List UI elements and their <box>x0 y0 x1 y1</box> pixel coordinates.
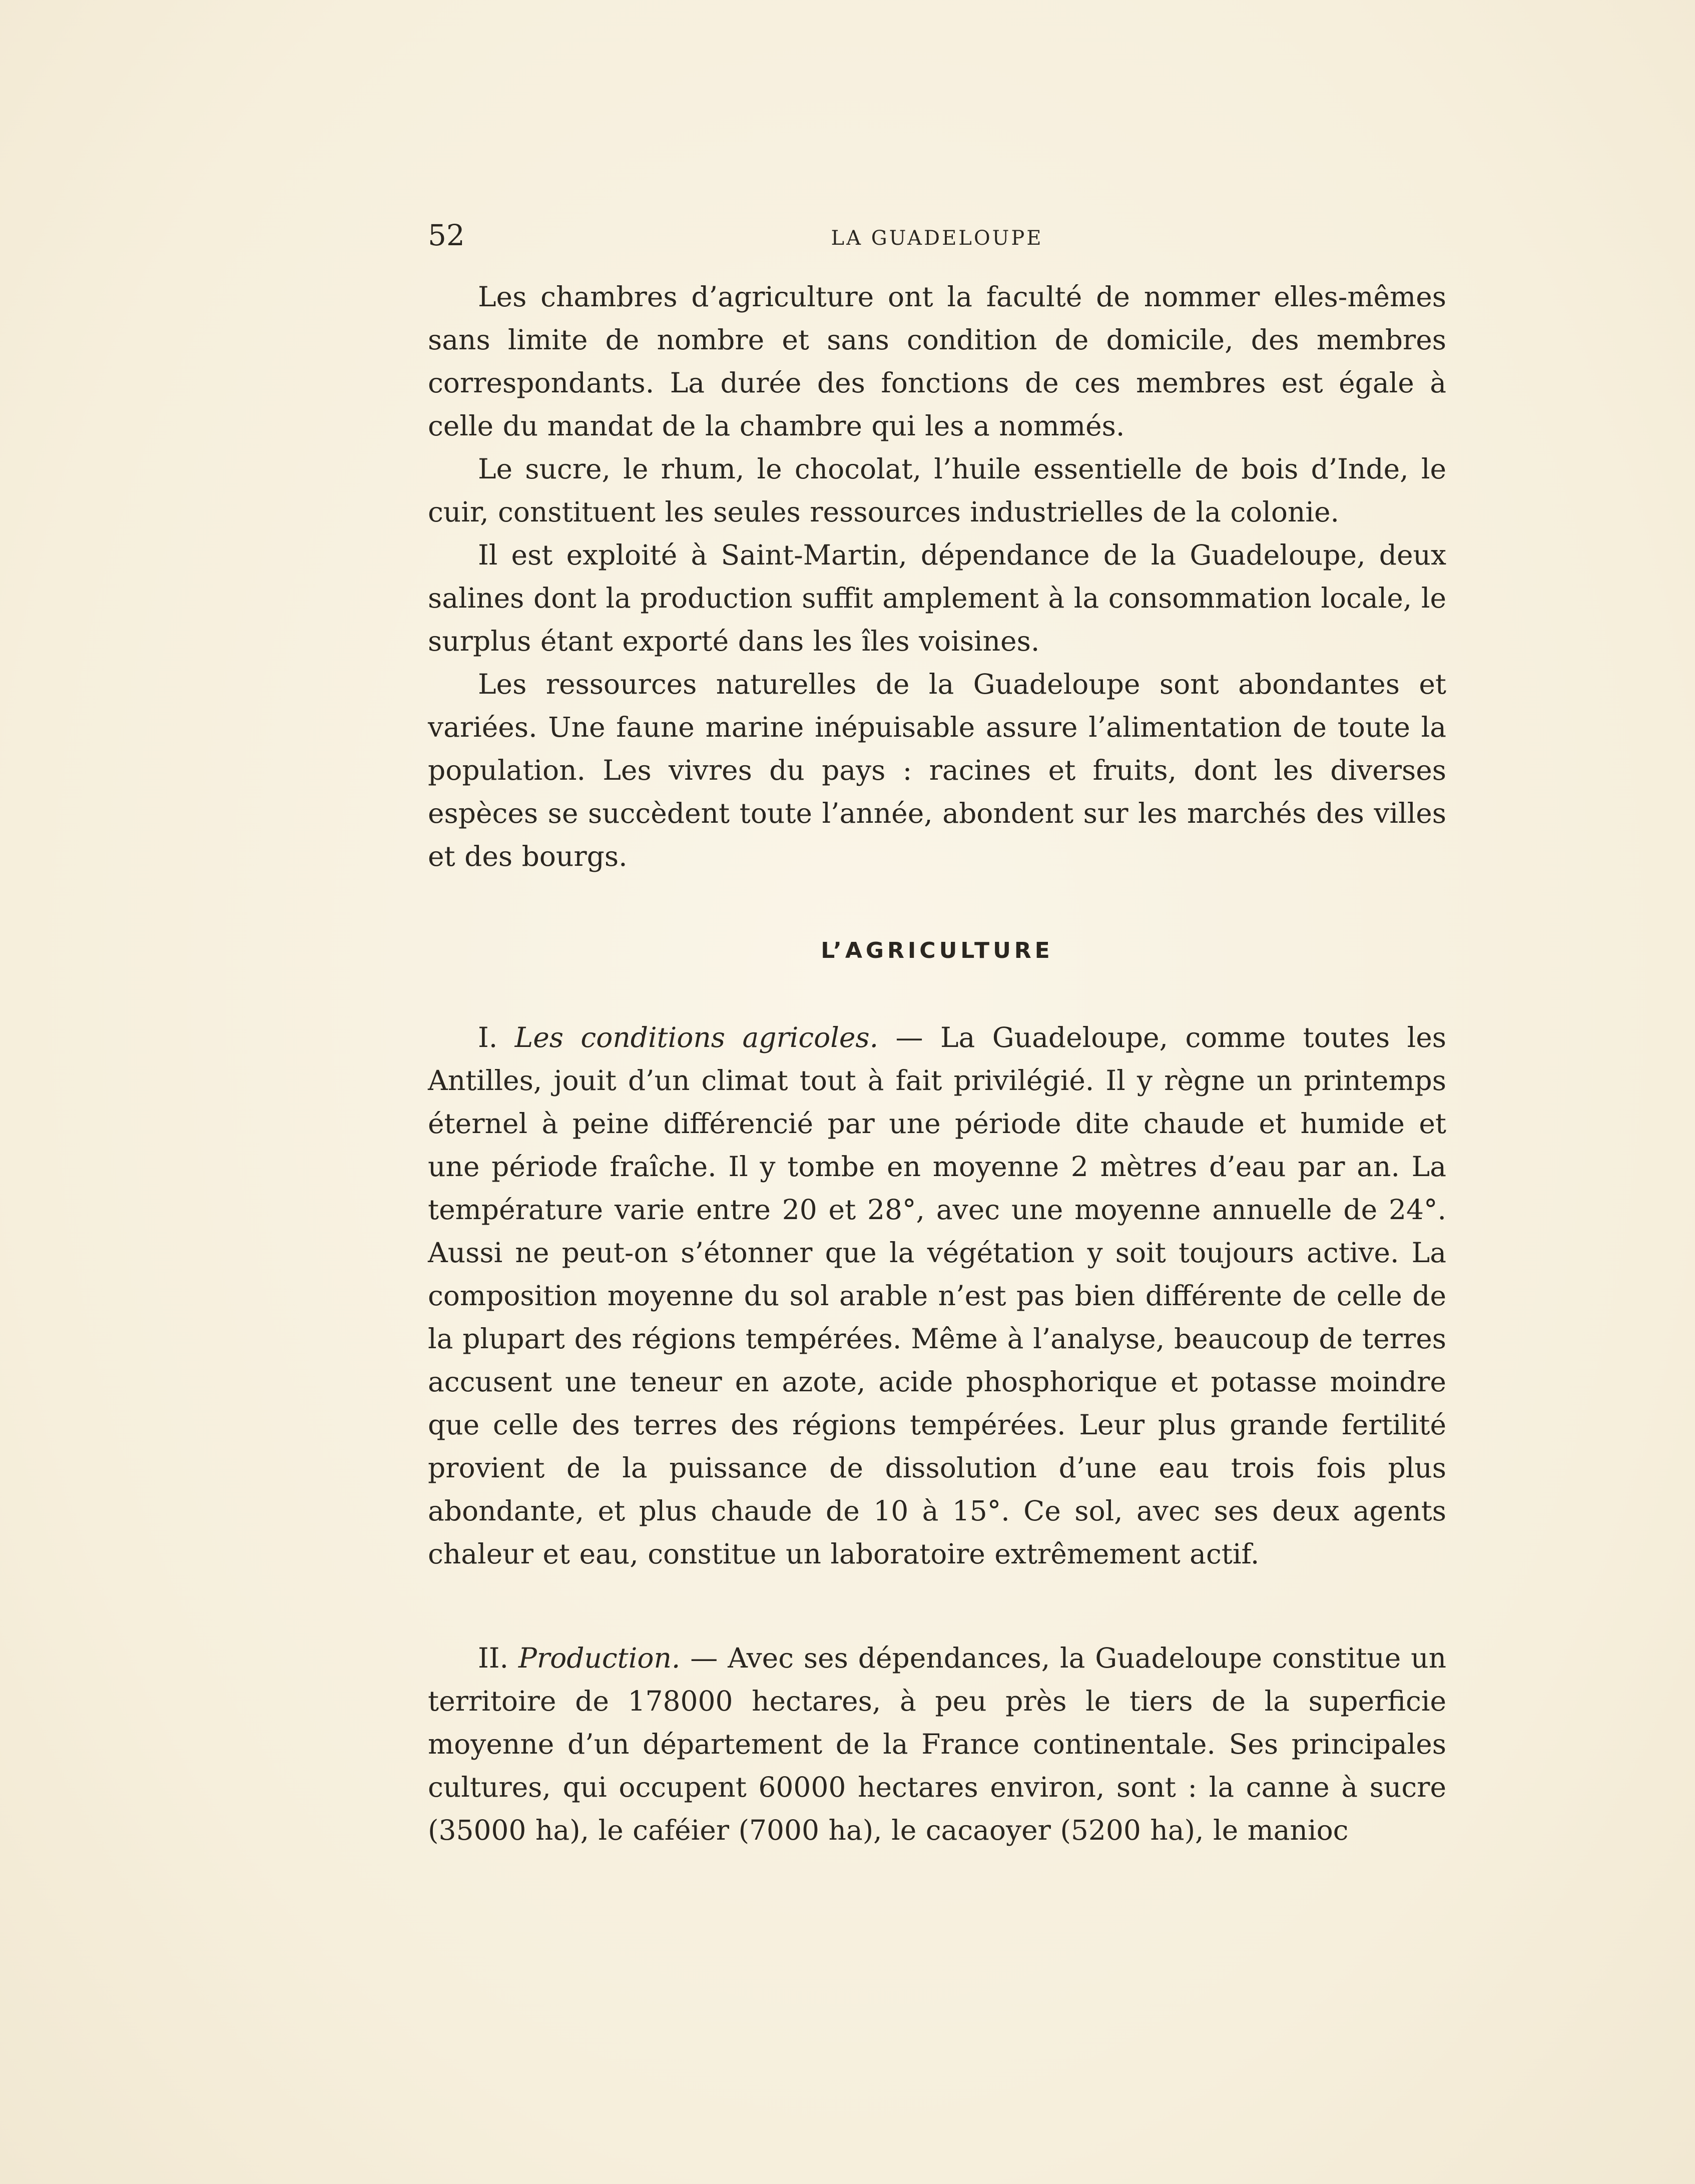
intro-text-block <box>428 275 1446 878</box>
running-header <box>428 215 1446 255</box>
running-title: LA GUADELOUPE <box>831 227 1043 250</box>
paragraph-ressources-naturelles: Les ressources naturelles de la Guadeloupe sont abondantes et variées. Une faune marine inépuisable assure l’alimentation de toute la population. Les vivres du pays : racines et fruits, dont les diverses espèces se succèdent toute l’année, abondent sur les marchés des villes et des bourgs. <box>428 668 1446 872</box>
paragraph-conditions-agricoles <box>428 1016 1446 1575</box>
paragraph-ressources-industrielles: Le sucre, le rhum, le chocolat, l’huile essentielle de bois d’Inde, le cuir, constituent les seules ressources industrielles de la colonie. <box>428 453 1446 528</box>
subsection-conditions-agricoles <box>428 1016 1446 1575</box>
subsection-title: Les conditions agricoles. <box>514 1021 879 1053</box>
subsection-number: I. <box>478 1021 498 1053</box>
paragraph-chambres: Les chambres d’agriculture ont la faculté de nommer elles-mêmes sans limite de nombre et sans condition de domicile, des membres correspondants. La durée des fonctions de ces membres est égale à celle du mandat de la chambre qui les a nommés. <box>428 281 1446 442</box>
subsection-number: II. <box>478 1642 508 1674</box>
subsection-production <box>428 1636 1446 1852</box>
subsection-text: — Avec ses dépendances, la Guadeloupe constitue un territoire de 178000 hectares, à peu près le tiers de la superficie moyenne d’un département de la France continentale. Ses principales cultures, qui occupent 60000 hectares environ, sont : la canne à sucre (35000 ha), le caféier (7000 ha), le cacaoyer (5200 ha), le manioc <box>428 1642 1446 1846</box>
page-number: 52 <box>428 218 465 252</box>
paragraph-salines: Il est exploité à Saint-Martin, dépendance de la Guadeloupe, deux salines dont la production suffit amplement à la consommation locale, le surplus étant exporté dans les îles voisines. <box>428 539 1446 657</box>
paragraph-production <box>428 1636 1446 1852</box>
section-heading: L’AGRICULTURE <box>821 938 1053 963</box>
subsection-text: — La Guadeloupe, comme toutes les Antilles, jouit d’un climat tout à fait privilégié. Il y règne un printemps éternel à peine différencié par une période dite chaude et humide et une période fraîche. Il y tombe en moyenne 2 mètres d’eau par an. La température varie entre 20 et 28°, avec une moyenne annuelle de 24°. Aussi ne peut-on s’étonner que la végétation y soit toujours active. La composition moyenne du sol arable n’est pas bien différente de celle de la plupart des régions tempérées. Même à l’analyse, beaucoup de terres accusent une teneur en azote, acide phosphorique et potasse moindre que celle des terres des régions tempérées. Leur plus grande fertilité provient de la puissance de dissolution d’une eau trois fois plus abondante, et plus chaude de 10 à 15°. Ce sol, avec ses deux agents chaleur et eau, constitue un laboratoire extrêmement actif. <box>428 1021 1447 1570</box>
subsection-title: Production. <box>518 1642 681 1674</box>
